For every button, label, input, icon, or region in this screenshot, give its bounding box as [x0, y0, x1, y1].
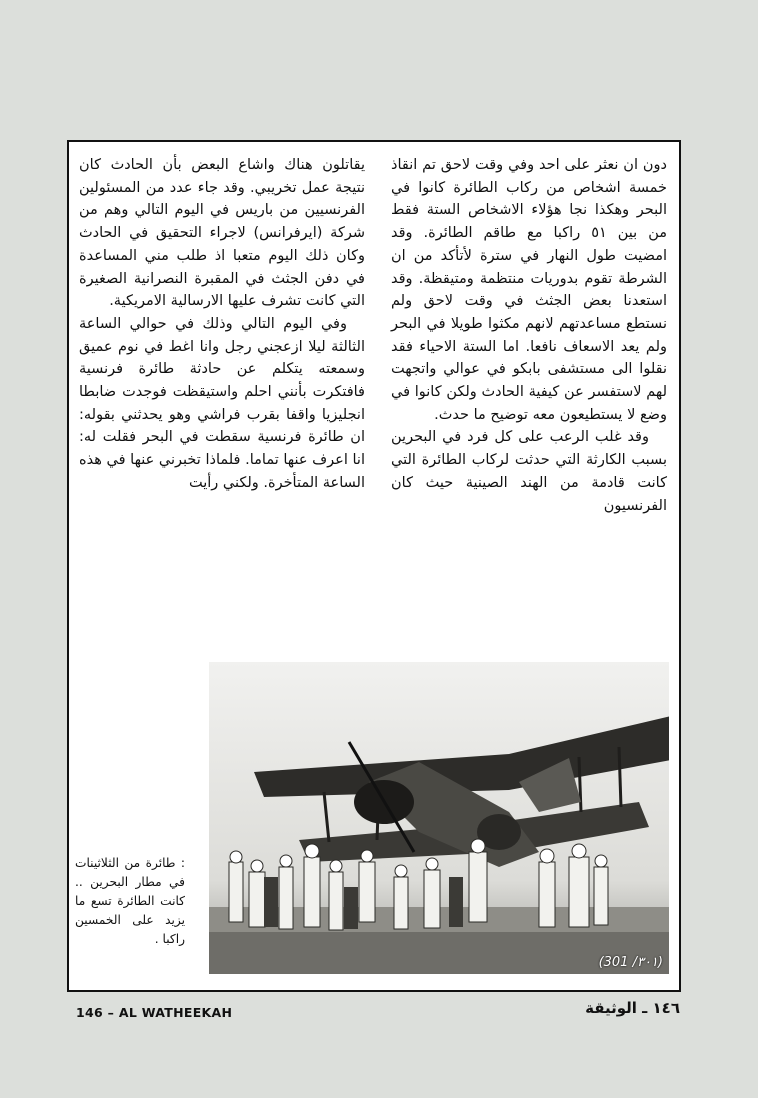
paragraph: يقاتلون هناك واشاع البعض بأن الحادث كان نتيجة عمل تخريبي. وقد جاء عدد من المسئولين الفرنسيين من باريس في اليوم التالي وهم من شركة (ايرفرانس) لاجراء التحقيق في الحادث وكان ذلك اليوم متعبا اذ طلب مني المساعدة في دفن الجثث في المقبرة النصرانية الصغيرة التي كانت تشرف عليها الارسالية الامريكية.	[79, 157, 365, 310]
paragraph: وفي اليوم التالي وذلك في حوالي الساعة الثالثة ليلا ازعجني رجل وانا اغط في نوم عميق وسمعته يتكلم عن حادثة طائرة فرنسية فافتكرت بأنني احلم واستيقظت فوجدت ضابطا انجليزيا واقفا بقرب فراشي وهو يحدثني بقوله: ان طائرة فرنسية سقطت في البحر فقلت له: انا اعرف عنها تماما. فلماذا تخبرني عنها في هذه الساعة المتأخرة. ولكني رأيت	[79, 315, 365, 491]
paragraph: وقد غلب الرعب على كل فرد في البحرين بسبب الكارثة التي حدثت لركاب الطائرة التي كانت قادمة من الهند الصينية حيث كان الفرنسيون	[391, 429, 667, 514]
footer-page-number-en: 146 – AL WATHEEKAH	[76, 1005, 233, 1020]
biplane-image	[209, 662, 669, 974]
article-page	[67, 140, 681, 992]
text-column-left	[79, 154, 365, 495]
photo-caption: : طائرة من الثلاثينات في مطار البحرين .. كانت الطائرة تسع ما يزيد على الخمسين راكبا .	[75, 856, 185, 946]
paragraph: دون ان نعثر على احد وفي وقت لاحق تم انقاذ خمسة اشخاص من ركاب الطائرة كانوا في البحر وهكذا نجا هؤلاء الاشخاص الستة فقط من بين ٥١ راكبا مع طاقم الطائرة. وقد امضيت طول النهار في سترة لأتأكد من ان الشرطة تقوم بدوريات منتظمة ومتيقظة. وقد استعدنا بعض الجثث في وقت لاحق ولم نستطع مساعدتهم لانهم مكثوا طويلا في البحر ولم يعد الاسعاف نافعا. اما الستة الاحياء فقد نقلوا الى مستشفى بابكو في عوالي واتجهت لهم لاستفسر عن كيفية الحادث ولكن كانوا في وضع لا يستطيعون معه توضيح ما حدث.	[391, 157, 667, 423]
text-column-right	[391, 154, 667, 517]
biplane-photo	[209, 662, 669, 974]
footer-page-number-ar: ١٤٦ ـ الوثيقة	[585, 999, 680, 1017]
photo-reference-label: (301 /٣٠١)	[598, 955, 663, 970]
